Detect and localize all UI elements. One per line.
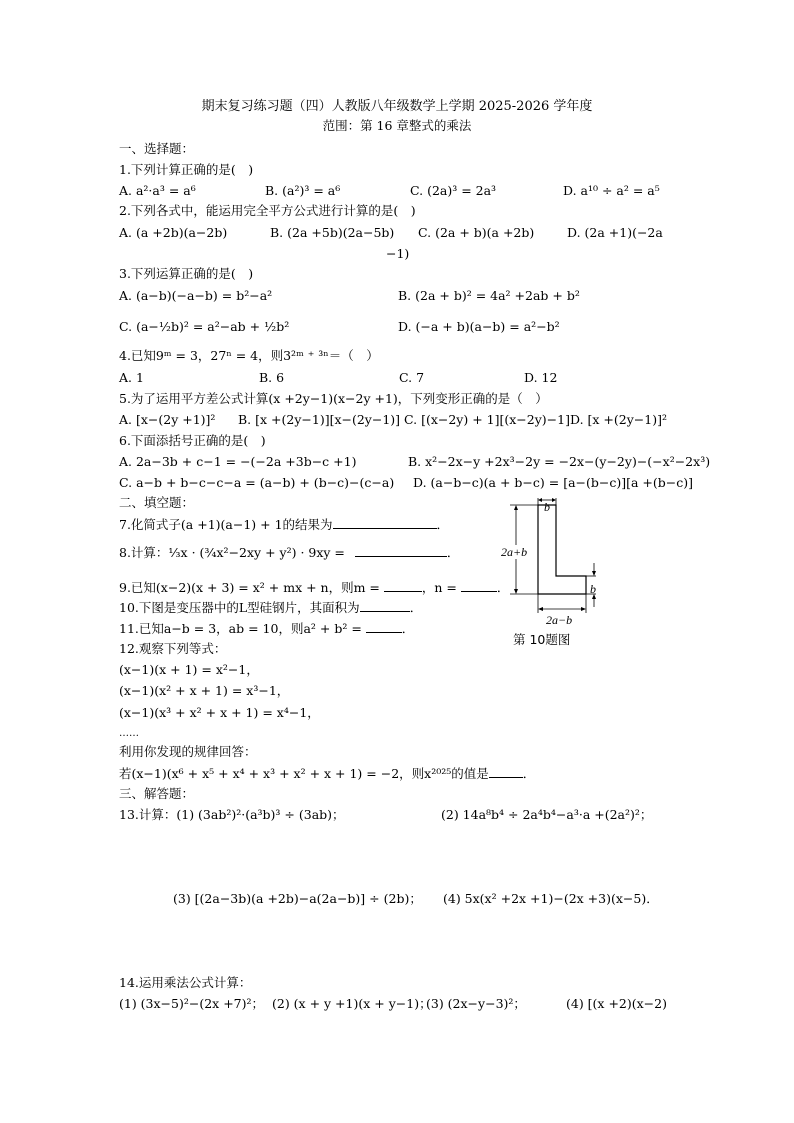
q11: 11.已知a−b = 3，ab = 10，则a² + b² = ． <box>119 621 415 636</box>
q8-stem: 8.计算：⅓x · (¾x²−2xy + y²) · 9xy = <box>119 545 349 560</box>
label-top: b <box>544 500 550 514</box>
q10-stem: 10.下图是变压器中的L型硅钢片，其面积为 <box>119 600 360 615</box>
q1-option-a: A. a²·a³ = a⁶ <box>119 183 196 198</box>
q12-eq3: (x−1)(x³ + x² + x + 1) = x⁴−1， <box>119 705 320 720</box>
q12-dots: …… <box>119 728 139 739</box>
q5-option-c: C. [(x−2y) + 1][(x−2y)−1] <box>404 412 570 427</box>
q1-option-d: D. a¹⁰ ÷ a² = a⁵ <box>563 183 660 198</box>
q2-option-d-cont: −1) <box>386 246 410 261</box>
q14-part-3: (3) (2x−y−3)²； <box>426 996 526 1011</box>
section-heading-choice: 一、选择题： <box>119 141 195 156</box>
label-left: 2a+b <box>501 545 528 559</box>
q2-option-c: C. (2a + b)(a +2b) <box>418 225 535 240</box>
q13-part-3: (3) [(2a−3b)(a +2b)−a(2a−b)] ÷ (2b)； <box>173 891 422 906</box>
q4-stem: 4.已知9ᵐ = 3，27ⁿ = 4，则3²ᵐ ⁺ ³ⁿ＝（ ） <box>119 348 379 363</box>
q6-option-b: B. x²−2x−y +2x³−2y = −2x−(y−2y)−(−x²−2x³) <box>408 454 711 469</box>
q1-option-c: C. (2a)³ = 2a³ <box>410 183 497 198</box>
l-shape-figure <box>498 495 618 655</box>
q6-stem: 6.下面添括号正确的是( ) <box>119 433 266 448</box>
q6-option-c: C. a−b + b−c−c−a = (a−b) + (b−c)−(c−a) <box>119 475 395 490</box>
q5-option-a: A. [x−(2y +1)]² <box>119 412 216 427</box>
q4-option-d: D. 12 <box>524 370 558 385</box>
q9-stem: 9.已知(x−2)(x + 3) = x² + mx + n，则m = <box>119 580 384 595</box>
q3-option-c: C. (a−½b)² = a²−ab + ½b² <box>119 319 290 334</box>
q13-part-4: (4) 5x(x² +2x +1)−(2x +3)(x−5)． <box>443 891 659 906</box>
label-bottom: 2a−b <box>546 613 573 627</box>
q5-option-b: B. [x +(2y−1)][x−(2y−1)] <box>238 412 401 427</box>
l-shape-outline <box>538 505 586 594</box>
q2-stem: 2.下列各式中，能运用完全平方公式进行计算的是( ) <box>119 203 416 218</box>
q5-stem: 5.为了运用平方差公式计算(x +2y−1)(x−2y +1)，下列变形正确的是（ ） <box>119 391 548 406</box>
q3-option-d: D. (−a + b)(a−b) = a²−b² <box>398 319 560 334</box>
q5-option-d: D. [x +(2y−1)]² <box>570 412 667 427</box>
q6-option-d: D. (a−b−c)(a + b−c) = [a−(b−c)][a +(b−c)] <box>413 475 693 490</box>
q3-option-b: B. (2a + b)² = 4a² +2ab + b² <box>398 288 580 303</box>
q3-stem: 3.下列运算正确的是( ) <box>119 266 254 281</box>
q6-option-a: A. 2a−3b + c−1 = −(−2a +3b−c +1) <box>119 454 357 469</box>
q14-stem: 14.运用乘法公式计算： <box>119 975 252 990</box>
label-right: b <box>590 582 596 596</box>
q10: 10.下图是变压器中的L型硅钢片，其面积为 ． <box>119 600 423 615</box>
q12-eq1: (x−1)(x + 1) = x²−1， <box>119 662 259 677</box>
q2-option-b: B. (2a +5b)(2a−5b) <box>270 225 395 240</box>
q7-answer-blank[interactable] <box>333 516 437 529</box>
q12-rule: 利用你发现的规律回答： <box>119 744 257 759</box>
q1-stem: 1.下列计算正确的是( ) <box>119 162 254 177</box>
q4-option-b: B. 6 <box>259 370 285 385</box>
q14-part-1: (1) (3x−5)²−(2x +7)²； <box>119 996 265 1011</box>
q8: 8.计算：⅓x · (¾x²−2xy + y²) · 9xy = ． <box>119 545 460 560</box>
section-heading-fill: 二、填空题： <box>119 495 195 510</box>
q2-option-d: D. (2a +1)(−2a <box>567 225 663 240</box>
page-subtitle: 范围：第 16 章整式的乘法 <box>322 118 472 133</box>
q13-stem: 13.计算：(1) (3ab²)²·(a³b)³ ÷ (3ab)； <box>119 807 345 822</box>
q9: 9.已知(x−2)(x + 3) = x² + mx + n，则m = ，n = ． <box>119 580 510 595</box>
q14-part-2: (2) (x + y +1)(x + y−1)； <box>272 996 432 1011</box>
q9-m-blank[interactable] <box>384 579 422 592</box>
q8-answer-blank[interactable] <box>355 544 447 557</box>
figure-caption: 第 10题图 <box>513 632 571 647</box>
q12-eq2: (x−1)(x² + x + 1) = x³−1， <box>119 683 290 698</box>
q12-ask: 若(x−1)(x⁶ + x⁵ + x⁴ + x³ + x² + x + 1) = −2，则x²⁰²⁵的值是 ． <box>119 766 536 781</box>
q9-n-blank[interactable] <box>461 579 497 592</box>
q11-stem: 11.已知a−b = 3，ab = 10，则a² + b² = <box>119 621 366 636</box>
q3-option-a: A. (a−b)(−a−b) = b²−a² <box>119 288 273 303</box>
q12-stem: 12.观察下列等式： <box>119 641 227 656</box>
q4-option-a: A. 1 <box>119 370 144 385</box>
q7-stem: 7.化简式子(a +1)(a−1) + 1的结果为 <box>119 517 333 532</box>
q14-part-4: (4) [(x +2)(x−2) <box>566 996 667 1011</box>
q12-answer-blank[interactable] <box>489 765 523 778</box>
q13-part-2: (2) 14a⁸b⁴ ÷ 2a⁴b⁴−a³·a +(2a²)²； <box>441 807 653 822</box>
q10-answer-blank[interactable] <box>360 599 410 612</box>
page-title: 期末复习练习题（四）人教版八年级数学上学期 2025-2026 学年度 <box>201 99 593 114</box>
q12-ask-text: 若(x−1)(x⁶ + x⁵ + x⁴ + x³ + x² + x + 1) = −2，则x²⁰²⁵的值是 <box>119 766 489 781</box>
q7: 7.化简式子(a +1)(a−1) + 1的结果为 ． <box>119 517 450 532</box>
q1-option-b: B. (a²)³ = a⁶ <box>265 183 341 198</box>
section-heading-answer: 三、解答题： <box>119 786 195 801</box>
q2-option-a: A. (a +2b)(a−2b) <box>119 225 228 240</box>
q4-option-c: C. 7 <box>399 370 425 385</box>
q11-answer-blank[interactable] <box>366 620 402 633</box>
